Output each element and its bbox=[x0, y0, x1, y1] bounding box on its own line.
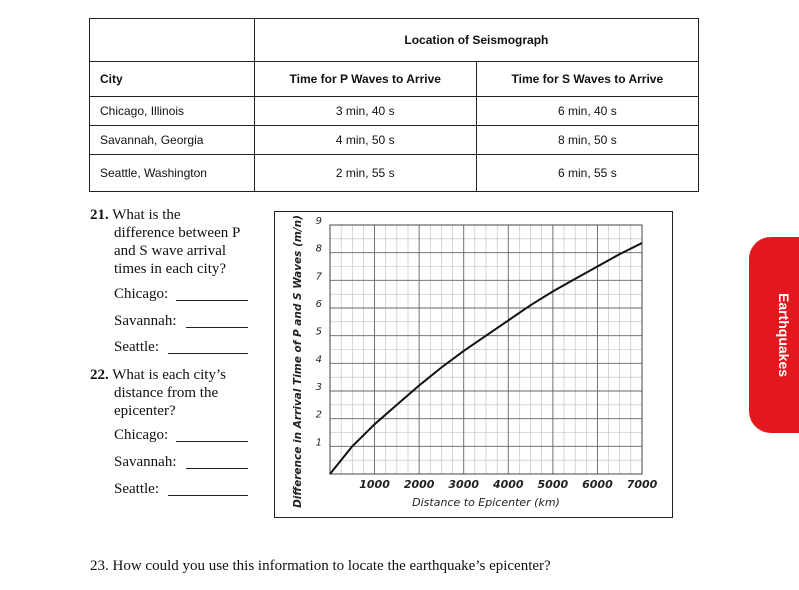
question-number: 22. bbox=[90, 367, 109, 383]
city-cell: Seattle, Washington bbox=[90, 155, 255, 192]
table-corner-cell bbox=[90, 19, 255, 62]
table-row bbox=[90, 126, 699, 155]
y-tick-label: 5 bbox=[315, 326, 322, 338]
cropped-text-fragment bbox=[180, 0, 380, 2]
answer-label: Chicago: bbox=[114, 286, 169, 302]
question-text-line: What is the bbox=[112, 207, 181, 223]
table-title: Location of Seismograph bbox=[254, 19, 698, 62]
s-wave-time-cell: 6 min, 40 s bbox=[476, 97, 698, 126]
question-text-line: and S wave arrival bbox=[114, 243, 227, 259]
x-tick-label: 7000 bbox=[626, 478, 658, 491]
column-header-s-waves: Time for S Waves to Arrive bbox=[476, 62, 698, 97]
answer-seattle-21[interactable] bbox=[114, 339, 254, 356]
city-cell: Chicago, Illinois bbox=[90, 97, 255, 126]
question-text-line: times in each city? bbox=[114, 261, 227, 277]
x-tick-label: 3000 bbox=[448, 478, 480, 491]
y-tick-label: 6 bbox=[315, 299, 322, 310]
x-axis-title: Distance to Epicenter (km) bbox=[412, 496, 560, 509]
table-row bbox=[90, 97, 699, 126]
answer-label: Seattle: bbox=[114, 339, 159, 355]
column-header-city: City bbox=[90, 62, 255, 97]
y-tick-label: 7 bbox=[315, 271, 322, 283]
question-text-line: epicenter? bbox=[114, 403, 176, 419]
y-axis-title: Difference in Arrival Time of P and S Waves (m/n) bbox=[292, 215, 304, 508]
y-tick-label: 9 bbox=[315, 216, 322, 227]
y-tick-label: 8 bbox=[315, 243, 322, 255]
section-tab[interactable] bbox=[749, 237, 799, 433]
answer-savannah-22[interactable] bbox=[114, 454, 254, 471]
x-tick-label: 1000 bbox=[359, 478, 390, 491]
table-row bbox=[90, 155, 699, 192]
x-tick-label: 4000 bbox=[492, 478, 524, 491]
column-header-p-waves: Time for P Waves to Arrive bbox=[254, 62, 476, 97]
x-tick-label: 5000 bbox=[537, 478, 569, 491]
p-wave-time-cell: 2 min, 55 s bbox=[254, 155, 476, 192]
y-tick-label: 4 bbox=[315, 354, 322, 366]
y-tick-label: 1 bbox=[315, 437, 322, 449]
question-text-line: distance from the bbox=[114, 385, 219, 401]
city-cell: Savannah, Georgia bbox=[90, 126, 255, 155]
answer-label: Savannah: bbox=[114, 313, 177, 329]
x-tick-label: 2000 bbox=[403, 478, 435, 491]
question-number: 23. bbox=[90, 558, 109, 574]
answer-savannah-21[interactable] bbox=[114, 313, 254, 330]
question-23 bbox=[90, 558, 551, 575]
s-wave-time-cell: 8 min, 50 s bbox=[476, 126, 698, 155]
question-text-line: difference between P bbox=[114, 225, 241, 241]
answer-seattle-22[interactable] bbox=[114, 481, 254, 498]
y-tick-label: 2 bbox=[315, 409, 322, 421]
p-wave-time-cell: 3 min, 40 s bbox=[254, 97, 476, 126]
answer-chicago-22[interactable] bbox=[114, 427, 254, 444]
answer-label: Seattle: bbox=[114, 481, 159, 497]
s-wave-time-cell: 6 min, 55 s bbox=[476, 155, 698, 192]
question-21 bbox=[90, 206, 240, 278]
p-wave-time-cell: 4 min, 50 s bbox=[254, 126, 476, 155]
question-22 bbox=[90, 366, 226, 420]
answer-chicago-21[interactable] bbox=[114, 286, 254, 303]
x-tick-label: 6000 bbox=[582, 478, 613, 491]
question-number: 21. bbox=[90, 207, 109, 223]
question-text-line: What is each city’s bbox=[112, 367, 226, 383]
travel-time-chart bbox=[274, 211, 674, 519]
question-text: How could you use this information to locate the earthquake’s epicenter? bbox=[112, 558, 551, 574]
section-tab-label: Earthquakes bbox=[776, 292, 792, 378]
seismograph-table bbox=[89, 18, 699, 192]
answer-label: Chicago: bbox=[114, 427, 169, 443]
answer-label: Savannah: bbox=[114, 454, 177, 470]
y-tick-label: 3 bbox=[315, 382, 322, 393]
